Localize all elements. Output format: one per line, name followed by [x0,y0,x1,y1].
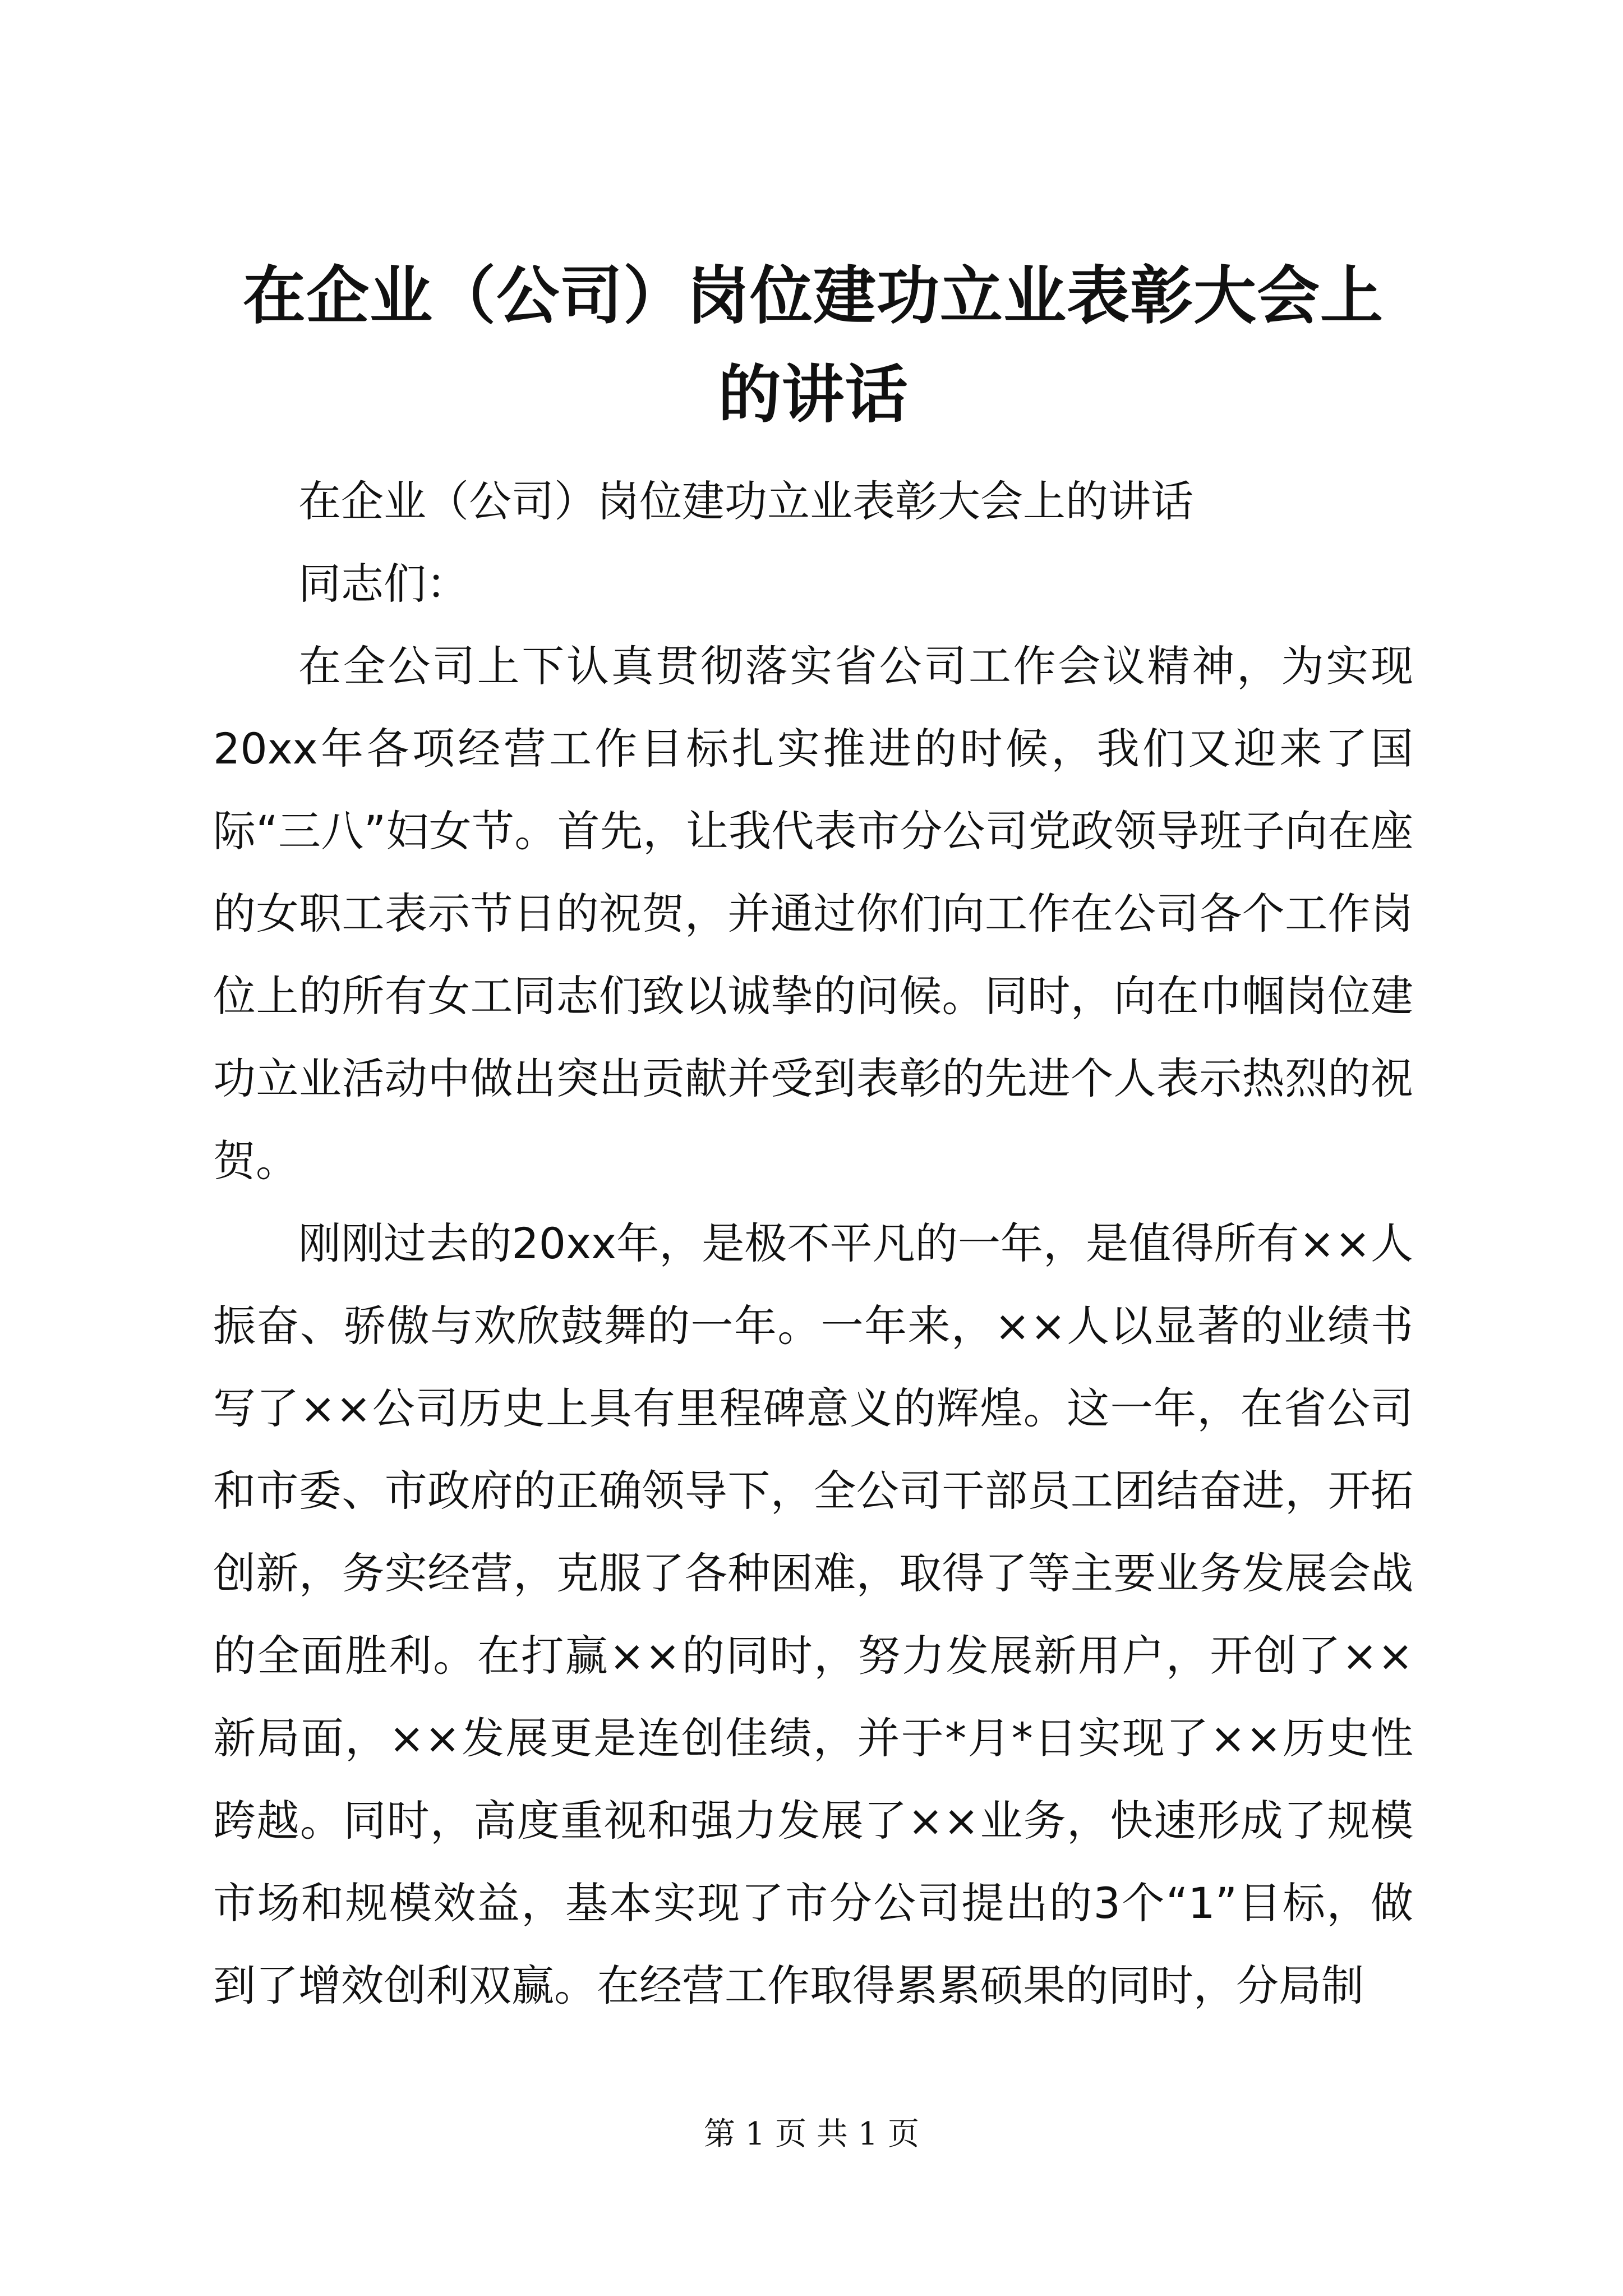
document-body [213,460,1413,2027]
body-paragraph: 在全公司上下认真贯彻落实省公司工作会议精神，为实现20xx年各项经营工作目标扎实推进的时候，我们又迎来了国际“三八”妇女节。首先，让我代表市分公司党政领导班子向在座的女职工表示节日的祝贺，并通过你们向工作在公司各个工作岗位上的所有女工同志们致以诚挚的问候。同时，向在巾帼岗位建功立业活动中做出突出贡献并受到表彰的先进个人表示热烈的祝贺。 [213,641,1413,1186]
subtitle-paragraph: 在企业（公司）岗位建功立业表彰大会上的讲话 [298,476,1193,526]
page-footer: 第 1 页 共 1 页 [703,2116,920,2152]
body-paragraph: 刚刚过去的20xx年，是极不平凡的一年，是值得所有××人振奋、骄傲与欢欣鼓舞的一年。一年来，××人以显著的业绩书写了××公司历史上具有里程碑意义的辉煌。这一年，在省公司和市委、市政府的正确领导下，全公司干部员工团结奋进，开拓创新，务实经营，克服了各种困难，取得了等主要业务发展会战的全面胜利。在打赢××的同时，努力发展新用户，开创了××新局面，××发展更是连创佳绩，并于*月*日实现了××历史性跨越。同时，高度重视和强力发展了××业务，快速形成了规模市场和规模效益，基本实现了市分公司提出的3个“1”目标，做到了增效创利双赢。在经营工作取得累累硕果的同时，分局制 [213,1218,1413,2010]
salutation-paragraph: 同志们： [298,559,469,609]
document-title: 在企业（公司）岗位建功立业表彰大会上的讲话 [243,259,1384,431]
